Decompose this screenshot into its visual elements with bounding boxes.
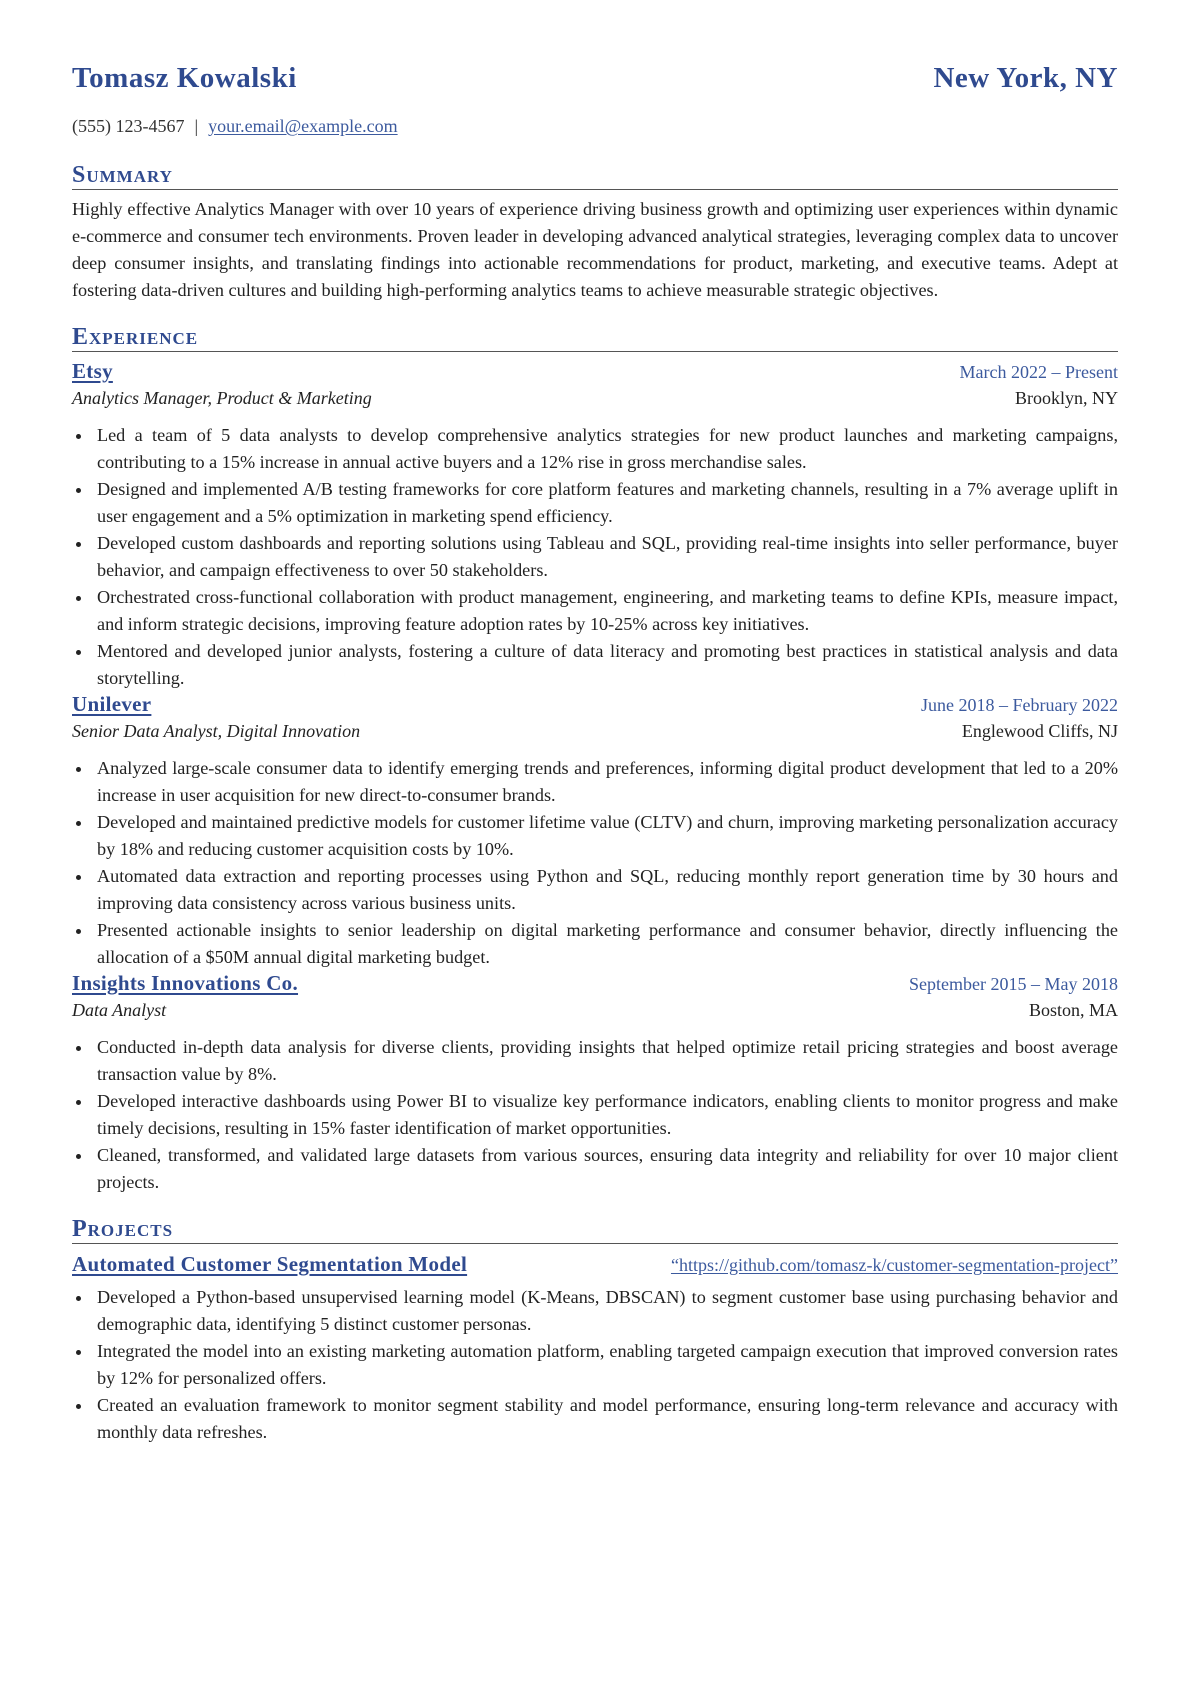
job-bullets: [72, 755, 1118, 971]
project-entry: [72, 1252, 1118, 1446]
summary-text: Highly effective Analytics Manager with over 10 years of experience driving business growth and optimizing user experiences within dynamic e-commerce and consumer tech environments. Proven leader in developing advanced analytical strategies, leveraging complex data to uncover deep consumer insights, and translating findings into actionable recommendations for product, marketing, and executive teams. Adept at fostering data-driven cultures and building high-performing analytics teams to achieve measurable strategic objectives.: [72, 199, 1118, 300]
job-header: [72, 359, 1118, 387]
job-entry: [72, 359, 1118, 692]
bullet-item: Integrated the model into an existing marketing automation platform, enabling targeted campaign execution that improved conversion rates by 12% for personalized offers.: [72, 1338, 1118, 1392]
job-dates: March 2022 – Present: [959, 362, 1118, 382]
bullet-item: Automated data extraction and reporting processes using Python and SQL, reducing monthly report generation time by 30 hours and improving data consistency across various business units.: [72, 863, 1118, 917]
company-link[interactable]: Etsy: [72, 359, 113, 383]
candidate-location: New York, NY: [933, 62, 1118, 94]
job-location: Englewood Cliffs, NJ: [961, 721, 1118, 741]
job-header: [72, 971, 1118, 999]
email-link[interactable]: your.email@example.com: [208, 116, 398, 136]
job-location: Boston, MA: [1028, 1000, 1118, 1020]
bullet-item: Developed interactive dashboards using Power BI to visualize key performance indicators, enabling clients to monitor progress and make timely decisions, resulting in 15% faster identification of market opportunities.: [72, 1088, 1118, 1142]
job-bullets: [72, 1034, 1118, 1196]
phone-number: (555) 123-4567: [72, 116, 185, 136]
summary-heading: Summary: [72, 162, 1118, 190]
contact-line: [72, 116, 1118, 142]
project-bullets: [72, 1284, 1118, 1446]
candidate-name: Tomasz Kowalski: [72, 62, 297, 94]
job-bullets: [72, 422, 1118, 692]
company-link[interactable]: Insights Innovations Co.: [72, 971, 299, 995]
project-header: [72, 1252, 1118, 1278]
bullet-item: Developed and maintained predictive models for customer lifetime value (CLTV) and churn, improving marketing personalization accuracy by 18% and reducing customer acquisition costs by 10%.: [72, 809, 1118, 863]
experience-heading: Experience: [72, 324, 1118, 352]
bullet-item: Analyzed large-scale consumer data to identify emerging trends and preferences, informing digital product development that led to a 20% increase in user acquisition for new direct-to-consumer brands.: [72, 755, 1118, 809]
bullet-item: Designed and implemented A/B testing frameworks for core platform features and marketing channels, resulting in a 7% average uplift in user engagement and a 5% optimization in marketing spend efficiency.: [72, 476, 1118, 530]
contact-separator: |: [194, 116, 199, 136]
job-subheader: [72, 388, 1118, 416]
job-subheader: [72, 1000, 1118, 1028]
job-entry: [72, 971, 1118, 1196]
bullet-item: Presented actionable insights to senior leadership on digital marketing performance and consumer behavior, directly influencing the allocation of a $50M annual digital marketing budget.: [72, 917, 1118, 971]
job-role: Analytics Manager, Product & Marketing: [72, 388, 372, 408]
job-dates: June 2018 – February 2022: [921, 695, 1118, 715]
job-dates: September 2015 – May 2018: [909, 974, 1118, 994]
bullet-item: Mentored and developed junior analysts, fostering a culture of data literacy and promoting best practices in statistical analysis and data storytelling.: [72, 638, 1118, 692]
job-role: Data Analyst: [72, 1000, 167, 1020]
bullet-item: Cleaned, transformed, and validated large datasets from various sources, ensuring data integrity and reliability for over 10 major client projects.: [72, 1142, 1118, 1196]
resume-header: [72, 62, 1118, 106]
projects-heading: Projects: [72, 1216, 1118, 1244]
bullet-item: Led a team of 5 data analysts to develop comprehensive analytics strategies for new product launches and marketing campaigns, contributing to a 15% increase in annual active buyers and a 12% rise in gross merchandise sales.: [72, 422, 1118, 476]
job-role: Senior Data Analyst, Digital Innovation: [72, 721, 361, 741]
job-location: Brooklyn, NY: [1015, 388, 1118, 408]
bullet-item: Created an evaluation framework to monitor segment stability and model performance, ensuring long-term relevance and accuracy with monthly data refreshes.: [72, 1392, 1118, 1446]
bullet-item: Orchestrated cross-functional collaboration with product management, engineering, and marketing teams to define KPIs, measure impact, and inform strategic decisions, improving feature adoption rates by 10-25% across key initiatives.: [72, 584, 1118, 638]
job-header: [72, 692, 1118, 720]
bullet-item: Developed a Python-based unsupervised learning model (K-Means, DBSCAN) to segment customer base using purchasing behavior and demographic data, identifying 5 distinct customer personas.: [72, 1284, 1118, 1338]
job-subheader: [72, 721, 1118, 749]
bullet-item: Developed custom dashboards and reporting solutions using Tableau and SQL, providing real-time insights into seller performance, buyer behavior, and campaign effectiveness to over 50 stakeholders.: [72, 530, 1118, 584]
bullet-item: Conducted in-depth data analysis for diverse clients, providing insights that helped optimize retail pricing strategies and boost average transaction value by 8%.: [72, 1034, 1118, 1088]
job-entry: [72, 692, 1118, 971]
company-link[interactable]: Unilever: [72, 692, 152, 716]
project-title-link[interactable]: Automated Customer Segmentation Model: [72, 1252, 468, 1276]
project-url-link[interactable]: “https://github.com/tomasz-k/customer-segmentation-project”: [670, 1255, 1118, 1275]
